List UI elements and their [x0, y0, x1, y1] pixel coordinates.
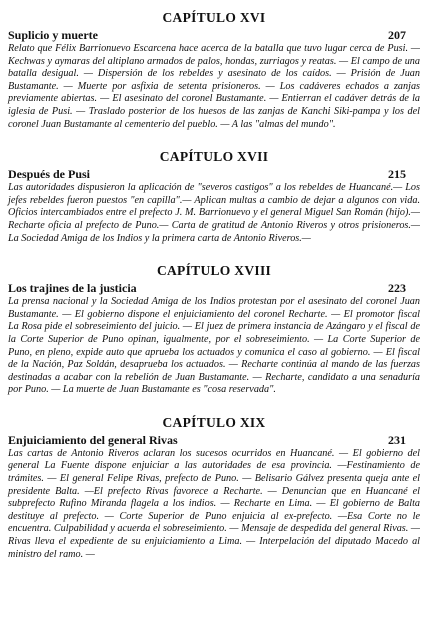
section-title: Después de Pusi	[8, 167, 91, 182]
page-number: 215	[388, 167, 406, 182]
page-number: 231	[388, 432, 406, 447]
spacer	[8, 245, 420, 263]
chapter-heading: CAPÍTULO XVI	[162, 10, 266, 25]
section-title: Suplicio y muerte	[8, 28, 98, 42]
section-title: Los trajines de la justicia	[8, 281, 137, 296]
chapter-summary: Las cartas de Antonio Riveros aclaran los sucesos ocurridos en Huancané. — El gobierno del general La Fuente dispone enjuiciar a las autoridades de esa provincia. —Festinamiento de trámites. — El general Felipe Rivas, prefecto de Puno. — Belisario Gálvez presenta queja ante el presidente Balta. —El prefecto Rivas favorece a Recharte. — Denuncian que en Huancané el subprefecto Rufino Miranda flagela a los indios. — Recharte en Lima. — El gobierno de Balta destituye al prefecto. — Corte Superior de Puno enjuicia al ex-prefecto. —Esa Corte no le encuentra. Culpabilidad y acuerda el sobreseimiento. — Mensaje de despedida del general Rivas. — Rivas lleva el expediente de su enjuiciamiento a Lima. — Interpelación del diputado Macedo al ministro del ramo. —	[8, 447, 420, 560]
chapter-heading: CAPÍTULO XVIII	[156, 263, 272, 279]
chapter-summary: Relato que Félix Barrionuevo Escarcena hace acerca de la batalla que tuvo lugar cerca de Pusi. — Kechwas y aymaras del altiplano armados de palos, hondas, zurriagos y reatas. — El campo de una batalla desigual. — Dispersión de los rebeldes y asesinato de los caídos. — Prisión de Juan Bustamante. — Muerte por asfixia de setenta prisioneros. — Los cadáveres echados a zanjas previamente abiertas. — El asesinato del coronel Bustamante. — Entierran el cadáver detrás de la iglesia de Pusi. — Traslado posterior de los huesos de las zanjas de Kanchi Siki-pampa y los del coronel Juan Bustamante al cementerio del pueblo. — A las "almas del mundo".	[8, 43, 420, 130]
chapter-summary: La prensa nacional y la Sociedad Amiga de los Indios protestan por el asesinato del coronel Juan Bustamante. — El gobierno dispone el enjuiciamiento del coronel Recharte. — El promotor fiscal La Rosa pide el sobreseimiento del juicio. — El juez de primera instancia de Azángaro y el fiscal de la Corte Superior de Puno opinan, igualmente, por el sobreseimiento. — La Corte Superior de Puno, en pleno, expide auto que aprueba los actuados y comunica el caso al gobierno. — El fiscal de la Nación, Paz Soldán, desaprueba los actuados. — Recharte continúa al mando de las fuerzas destinadas a acabar con la rebelión de Juan Bustamante. — Recharte, candidato a una senaduría por Puno. — La muerte de Juan Bustamante es "cosa reservada".	[8, 296, 420, 396]
page-number: 207	[388, 28, 406, 42]
section-title: Enjuiciamiento del general Rivas	[8, 432, 178, 447]
chapter-heading: CAPÍTULO XIX	[162, 414, 266, 430]
section-row	[8, 433, 420, 447]
section-row	[8, 167, 420, 181]
section-row	[8, 28, 420, 42]
chapter-summary: Las autoridades dispusieron la aplicación de "severos castigos" a los rebeldes de Huancané.— Los jefes rebeldes fueron puestos "en capilla".— Aplican multas a cambio de dejar a algunos con vida. Oficios intercambiados entre el prefecto J. M. Barrionuevo y el general Miguel San Román (hijo).— Recharte oficia al prefecto de Puno.— Carta de gratitud de Antonio Riveros y otros prisioneros.— La Sociedad Amiga de los Indios y la primera carta de Antonio Riveros.—	[8, 182, 420, 244]
page-number: 223	[388, 281, 406, 296]
chapter-xviii	[8, 263, 420, 397]
chapter-heading: CAPÍTULO XVII	[159, 149, 269, 165]
chapter-xvi	[8, 10, 420, 131]
chapter-xvii	[8, 149, 420, 245]
section-row	[8, 281, 420, 295]
chapter-xix	[8, 415, 420, 561]
spacer	[8, 397, 420, 415]
spacer	[8, 131, 420, 149]
